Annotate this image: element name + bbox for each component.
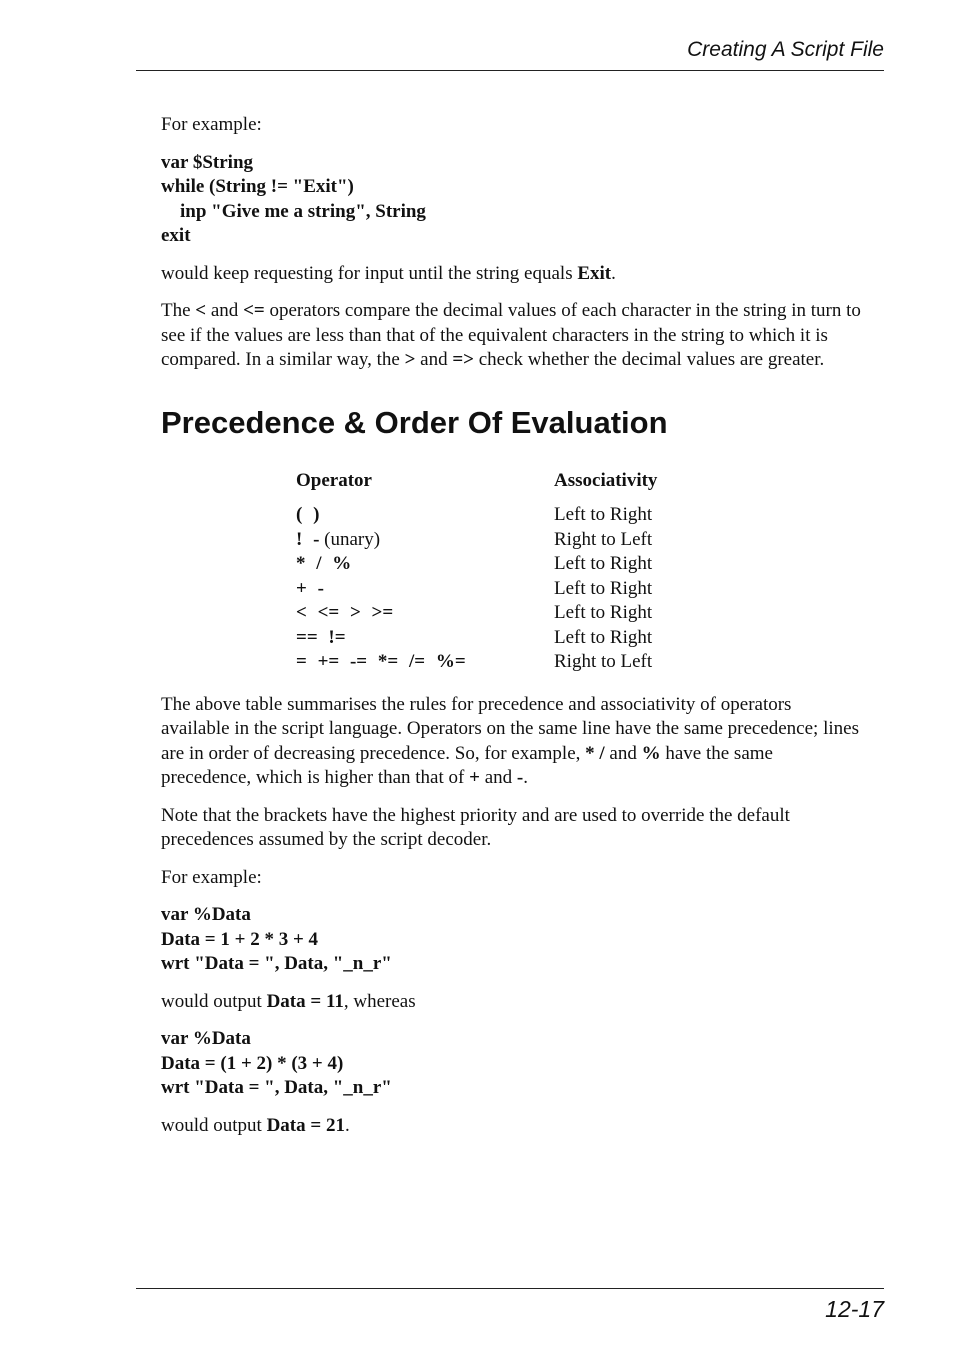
precedence-table [296,469,657,675]
paragraph-output-11: would output Data = 11, whereas [161,990,416,1012]
associativity-cell: Left to Right [554,626,653,648]
code-line: wrt "Data = ", Data, "_n_r" [161,953,392,974]
table-row [296,601,657,626]
code-line: Data = (1 + 2) * (3 + 4) [161,1052,344,1074]
paragraph-for-example-2: For example: [161,866,262,888]
page-content [161,113,861,1151]
column-header-associativity: Associativity [554,469,658,491]
associativity-cell: Right to Left [554,528,653,550]
header-rule [136,70,884,71]
paragraph-brackets-note: Note that the brackets have the highest priority and are used to override the default precedences assumed by the script decoder. [161,804,790,850]
associativity-cell: Left to Right [554,553,653,574]
operator-cell: = += -= *= /= %= [296,651,466,672]
operator-cell: * / % [296,553,352,574]
table-row [296,552,657,577]
paragraph-for-example-1: For example: [161,114,262,135]
paragraph-comparison-operators: The < and <= operators compare the decimal values of each character in the string in turn to see if the values are less than that of the equivalent characters in the string to which it is compared. In a similar way, the > and => check whether the decimal values are greater. [161,300,861,370]
code-block-string-loop [161,151,861,249]
associativity-cell: Left to Right [554,577,653,599]
code-line: var $String [161,151,254,173]
footer-rule [136,1288,884,1289]
table-header-row [296,469,657,504]
code-block-data-example-1 [161,903,861,977]
operator-cell: ! - (unary) [296,528,381,550]
operator-cell: ( ) [296,504,320,525]
code-line: Data = 1 + 2 * 3 + 4 [161,928,319,950]
operator-cell: == != [296,626,346,648]
section-heading: Precedence & Order Of Evaluation [161,404,668,440]
running-header: Creating A Script File [687,38,884,61]
code-line: var %Data [161,904,251,925]
page-number: 12-17 [825,1296,884,1322]
code-line: inp "Give me a string", String [180,200,426,222]
operator-cell: + - [296,577,324,599]
table-row [296,650,657,675]
associativity-cell: Left to Right [554,504,653,525]
operator-cell: < <= > >= [296,602,394,623]
column-header-operator: Operator [296,469,372,491]
table-row [296,626,657,651]
code-line: exit [161,225,191,246]
paragraph-table-summary: The above table summarises the rules for precedence and associativity of operators available in the script language. Operators on the same line have the same precedence; lines are in order of decreasing precedence. So, for example, * / and % have the same precedence, which is higher than that of + and -. [161,693,859,788]
table-row [296,503,657,528]
paragraph-exit-explanation: would keep requesting for input until the string equals Exit. [161,262,616,284]
associativity-cell: Right to Left [554,651,653,672]
code-block-data-example-2 [161,1027,861,1101]
paragraph-output-21: would output Data = 21. [161,1114,350,1136]
table-row [296,577,657,602]
associativity-cell: Left to Right [554,602,653,623]
code-line: while (String != "Exit") [161,176,354,197]
code-line: wrt "Data = ", Data, "_n_r" [161,1077,392,1098]
code-line: var %Data [161,1028,251,1049]
table-row [296,528,657,553]
